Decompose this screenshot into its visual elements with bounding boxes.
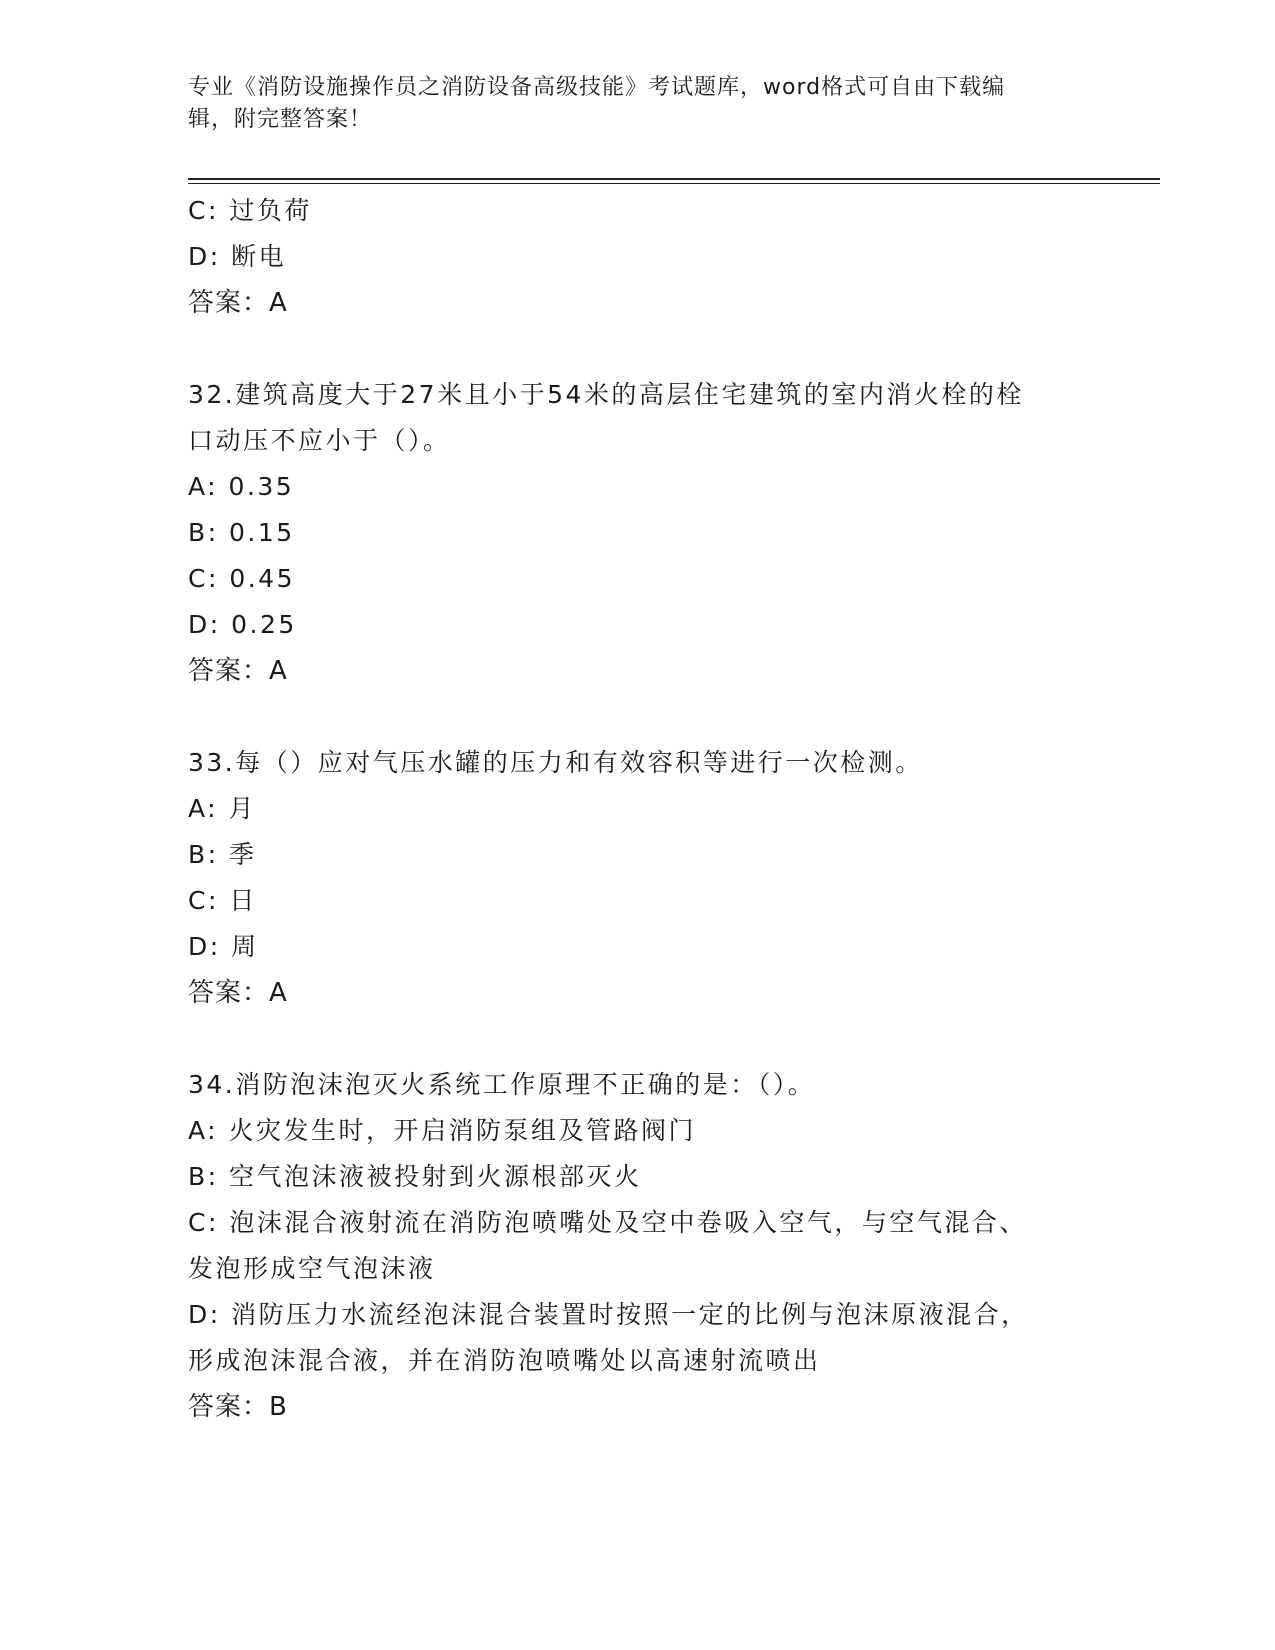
option-c-continued: 发泡形成空气泡沫液 xyxy=(188,1254,436,1283)
option-a: A: 月 xyxy=(188,794,257,823)
option-a: A: 火灾发生时，开启消防泵组及管路阀门 xyxy=(188,1116,697,1145)
question-32 xyxy=(188,372,1108,694)
question-spacer xyxy=(188,1016,1108,1062)
option-d: D: 0.25 xyxy=(188,610,297,639)
answer-line: 答案：A xyxy=(188,288,288,318)
option-b: B: 空气泡沫液被投射到火源根部灭火 xyxy=(188,1162,642,1191)
question-spacer xyxy=(188,694,1108,740)
question-34 xyxy=(188,1062,1108,1430)
header-divider-thin xyxy=(188,183,1160,184)
question-33 xyxy=(188,740,1108,1016)
question-spacer xyxy=(188,326,1108,372)
header-divider-thick xyxy=(188,178,1160,180)
option-d: D: 消防压力水流经泡沫混合装置时按照一定的比例与泡沫原液混合， xyxy=(188,1300,1029,1329)
answer-line: 答案：A xyxy=(188,978,288,1008)
option-b: B: 0.15 xyxy=(188,518,295,547)
question-stem-line: 34.消防泡沫泡灭火系统工作原理不正确的是：（）。 xyxy=(188,1070,816,1099)
option-b: B: 季 xyxy=(188,840,257,869)
option-d: D: 周 xyxy=(188,932,259,961)
answer-line: 答案：B xyxy=(188,1392,288,1422)
option-d: D: 断电 xyxy=(188,242,287,271)
option-c: C: 泡沫混合液射流在消防泡喷嘴处及空中卷吸入空气，与空气混合、 xyxy=(188,1208,1027,1237)
answer-line: 答案：A xyxy=(188,656,288,686)
option-c: C: 0.45 xyxy=(188,564,295,593)
question-stem-line: 33.每（）应对气压水罐的压力和有效容积等进行一次检测。 xyxy=(188,748,923,777)
header-line-2: 辑，附完整答案！ xyxy=(188,107,373,132)
header-line-1: 专业《消防设施操作员之消防设备高级技能》考试题库，word格式可自由下载编 xyxy=(188,75,1006,100)
option-d-continued: 形成泡沫混合液，并在消防泡喷嘴处以高速射流喷出 xyxy=(188,1346,821,1375)
document-header xyxy=(188,72,1088,136)
question-stem-line: 32.建筑高度大于27米且小于54米的高层住宅建筑的室内消火栓的栓 xyxy=(188,380,1024,409)
question-stem-line: 口动压不应小于（）。 xyxy=(188,426,451,455)
option-c: C: 过负荷 xyxy=(188,196,312,225)
option-a: A: 0.35 xyxy=(188,472,295,501)
question-list xyxy=(188,188,1108,1430)
question-31-tail xyxy=(188,188,1108,326)
option-c: C: 日 xyxy=(188,886,257,915)
